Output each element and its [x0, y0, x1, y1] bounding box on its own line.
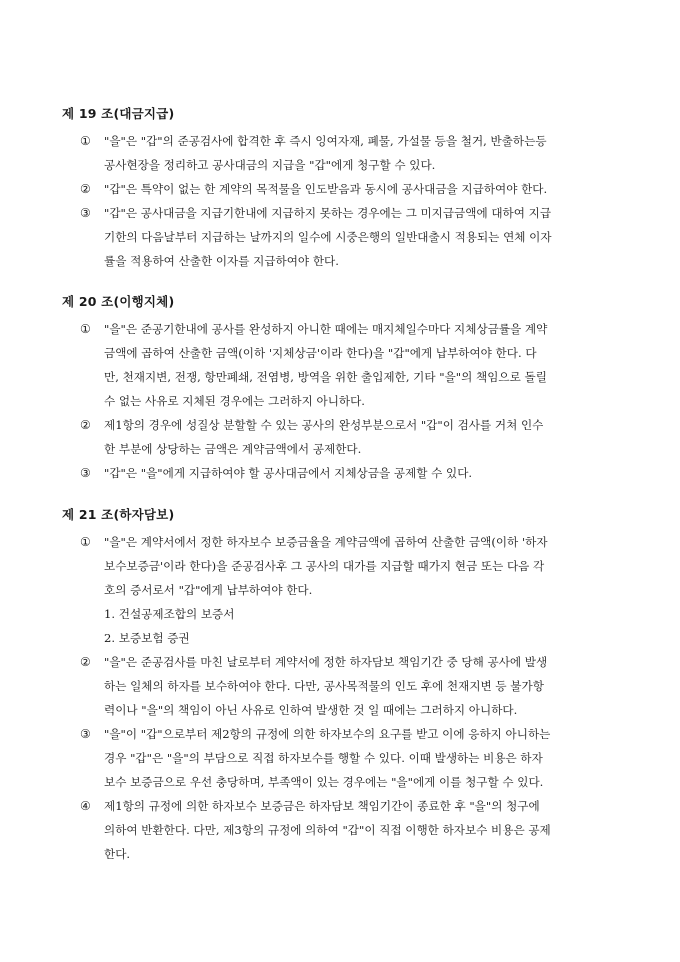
clause-text-line: 만, 천재지변, 전쟁, 항만폐쇄, 전염병, 방역을 위한 출입제한, 기타 "을"의 책임으로 돌릴 — [104, 370, 547, 384]
clause — [62, 317, 640, 413]
clause-number: ④ — [80, 799, 91, 813]
clause-text-line: 호의 증서로서 "갑"에게 납부하여야 한다. — [104, 583, 313, 597]
clause-text-line: 공사현장을 정리하고 공사대금의 지급을 "갑"에게 청구할 수 있다. — [104, 158, 436, 172]
clause-text-line: "갑"은 "을"에게 지급하여야 할 공사대금에서 지체상금을 공제할 수 있다. — [104, 466, 473, 480]
clause-text-line: 수 없는 사유로 지체된 경우에는 그러하지 아니하다. — [104, 394, 365, 408]
article-title: 제 21 조(하자담보) — [62, 507, 175, 522]
clause — [62, 461, 640, 485]
clause — [62, 177, 640, 201]
article-20 — [62, 295, 640, 485]
clause-text-line: 제1항의 경우에 성질상 분할할 수 있는 공사의 완성부분으로서 "갑"이 검사를 거쳐 인수 — [104, 418, 544, 432]
clause-text-line: "을"은 "갑"의 준공검사에 합격한 후 즉시 잉여자재, 폐물, 가설물 등을 철거, 반출하는등 — [104, 134, 547, 148]
article-title: 제 20 조(이행지체) — [62, 294, 175, 309]
clause — [62, 530, 640, 602]
clause-text-line: 보수보증금'이라 한다)을 준공검사후 그 공사의 대가를 지급할 때가지 현금 또는 다음 각 — [104, 559, 545, 573]
clause-text-line: 보수 보증금으로 우선 충당하며, 부족액이 있는 경우에는 "을"에게 이를 청구할 수 있다. — [104, 775, 544, 789]
clause-number: ③ — [80, 466, 91, 480]
clause-number: ① — [80, 322, 91, 336]
clause-text-line: 력이나 "을"의 책임이 아닌 사유로 인하여 발생한 것 일 때에는 그러하지 아니하다. — [104, 703, 518, 717]
clause-text-line: "갑"은 특약이 없는 한 계약의 목적물을 인도받음과 동시에 공사대금을 지급하여야 한다. — [104, 182, 548, 196]
clause — [62, 129, 640, 177]
clause — [62, 722, 640, 794]
clause — [62, 413, 640, 461]
clause-text-line: 기한의 다음날부터 지급하는 날까지의 일수에 시중은행의 일반대출시 적용되는 연체 이자 — [104, 230, 552, 244]
clause-number: ① — [80, 535, 91, 549]
clause-text-line: 률을 적용하여 산출한 이자를 지급하여야 한다. — [104, 254, 339, 268]
clause-text-line: 한다. — [104, 847, 131, 861]
clause-text-line: "을"은 준공기한내에 공사를 완성하지 아니한 때에는 매지체일수마다 지체상금률을 계약 — [104, 322, 548, 336]
sub-item: 2. 보증보험 증권 — [104, 631, 190, 645]
article-21 — [62, 508, 640, 866]
clause-text-line: 의하여 반환한다. 다만, 제3항의 규정에 의하여 "갑"이 직접 이행한 하자보수 비용은 공제 — [104, 823, 551, 837]
clause-text-line: 제1항의 규정에 의한 하자보수 보증금은 하자담보 책임기간이 종료한 후 "을"의 청구에 — [104, 799, 540, 813]
clause-text-line: 한 부분에 상당하는 금액은 계약금액에서 공제한다. — [104, 442, 362, 456]
clause-number: ② — [80, 182, 91, 196]
clause — [62, 794, 640, 866]
clause-text-line: "갑"은 공사대금을 지급기한내에 지급하지 못하는 경우에는 그 미지급금액에 대하여 지급 — [104, 206, 552, 220]
article-title: 제 19 조(대금지급) — [62, 106, 175, 121]
clause-number: ② — [80, 418, 91, 432]
article-19 — [62, 107, 640, 273]
clause-text-line: "을"은 계약서에서 정한 하자보수 보증금율을 계약금액에 곱하여 산출한 금액(이하 '하자 — [104, 535, 548, 549]
clause-number: ① — [80, 134, 91, 148]
clause-number: ③ — [80, 727, 91, 741]
clause-text-line: "을"이 "갑"으로부터 제2항의 규정에 의한 하자보수의 요구를 받고 이에 응하지 아니하는 — [104, 727, 551, 741]
clause-text-line: 하는 일체의 하자를 보수하여야 한다. 다만, 공사목적물의 인도 후에 천재지변 등 불가항 — [104, 679, 544, 693]
clause-number: ② — [80, 655, 91, 669]
clause-number: ③ — [80, 206, 91, 220]
clause-text-line: 금액에 곱하여 산출한 금액(이하 '지체상금'이라 한다)을 "갑"에게 납부하여야 한다. 다 — [104, 346, 537, 360]
clause — [62, 650, 640, 722]
clause — [62, 201, 640, 273]
sub-item: 1. 건설공제조합의 보증서 — [104, 607, 235, 621]
clause-text-line: 경우 "갑"은 "을"의 부담으로 직접 하자보수를 행할 수 있다. 이때 발생하는 비용은 하자 — [104, 751, 543, 765]
clause-text-line: "을"은 준공검사를 마친 날로부터 계약서에 정한 하자담보 책임기간 중 당해 공사에 발생 — [104, 655, 548, 669]
